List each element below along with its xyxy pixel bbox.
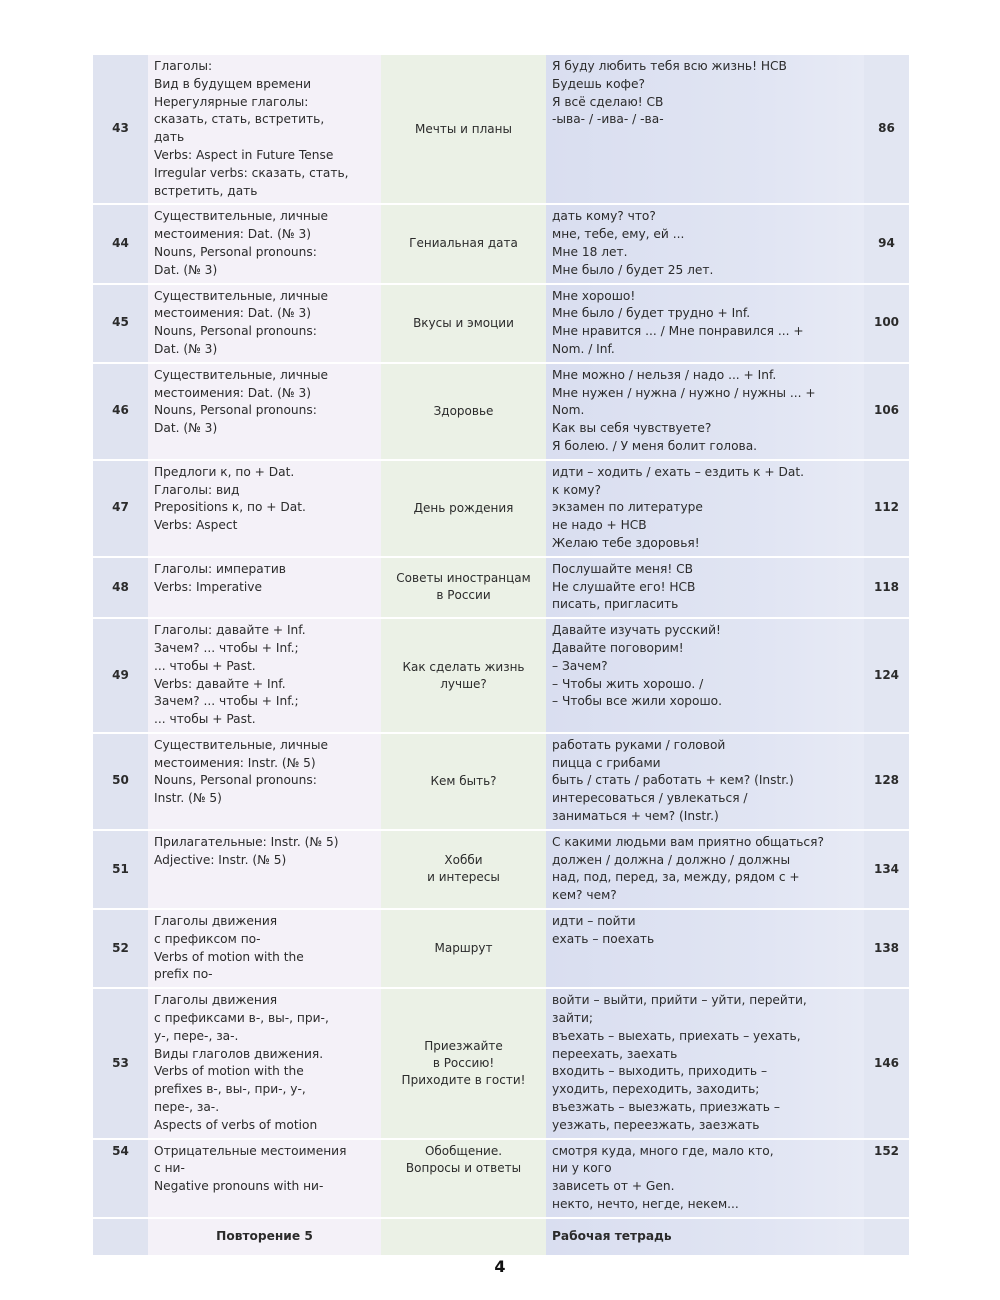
topic-cell: Мечты и планы [381,55,546,204]
lesson-row-53 [93,988,909,1138]
page-cell: 128 [864,733,909,830]
lesson-row-44 [93,204,909,283]
page-cell: 100 [864,284,909,363]
lesson-row-52 [93,909,909,988]
topic-cell: Хобби и интересы [381,830,546,909]
grammar-cell: Существительные, личные местоимения: Dat. (№ 3) Nouns, Personal pronouns: Dat. (№ 3) [148,363,381,460]
lesson-number: 46 [93,363,148,460]
topic-cell: Кем быть? [381,733,546,830]
review-number-cell [93,1218,148,1256]
grammar-cell: Существительные, личные местоимения: Dat. (№ 3) Nouns, Personal pronouns: Dat. (№ 3) [148,204,381,283]
grammar-cell: Глаголы движения с префиксом по- Verbs of motion with the prefix по- [148,909,381,988]
lesson-number: 52 [93,909,148,988]
phrases-cell: идти – пойти ехать – поехать [546,909,864,988]
phrases-cell: войти – выйти, прийти – уйти, перейти, зайти; въехать – выехать, приехать – уехать, переехать, заехать входить – выходить, приходить – уходить, переходить, заходить; въезжать – выезжать, приезжать – уезжать, переезжать, заезжать [546,988,864,1138]
grammar-cell: Предлоги к, по + Dat. Глаголы: вид Prepositions к, по + Dat. Verbs: Aspect [148,460,381,557]
page-cell: 146 [864,988,909,1138]
topic-cell: Гениальная дата [381,204,546,283]
lesson-number: 54 [93,1139,148,1218]
phrases-cell: работать руками / головой пицца с грибами быть / стать / работать + кем? (Instr.) интересоваться / увлекаться / заниматься + чем? (Instr.) [546,733,864,830]
lesson-row-50 [93,733,909,830]
contents-table-body [93,55,909,1256]
topic-cell: Как сделать жизнь лучше? [381,618,546,733]
page-cell: 106 [864,363,909,460]
page-cell: 138 [864,909,909,988]
lesson-number: 45 [93,284,148,363]
page-cell: 86 [864,55,909,204]
topic-cell: День рождения [381,460,546,557]
lesson-number: 53 [93,988,148,1138]
lesson-number: 51 [93,830,148,909]
lesson-row-54 [93,1139,909,1218]
phrases-cell: Послушайте меня! СВ Не слушайте его! НСВ писать, пригласить [546,557,864,618]
lesson-row-51 [93,830,909,909]
phrases-cell: смотря куда, много где, мало кто, ни у кого зависеть от + Gen. некто, нечто, негде, некем... [546,1139,864,1218]
contents-table [93,55,909,1257]
phrases-cell: идти – ходить / ехать – ездить к + Dat. к кому? экзамен по литературе не надо + НСВ Желаю тебе здоровья! [546,460,864,557]
phrases-cell: Мне хорошо! Мне было / будет трудно + Inf. Мне нравится ... / Мне понравился ... + Nom. / Inf. [546,284,864,363]
page-cell: 94 [864,204,909,283]
topic-cell: Здоровье [381,363,546,460]
topic-cell: Советы иностранцам в России [381,557,546,618]
topic-cell: Маршрут [381,909,546,988]
grammar-cell: Глаголы: Вид в будущем времени Нерегулярные глаголы: сказать, стать, встретить, дать Verbs: Aspect in Future Tense Irregular verbs: сказать, стать, встретить, дать [148,55,381,204]
topic-cell: Обобщение. Вопросы и ответы [381,1139,546,1218]
lesson-row-49 [93,618,909,733]
grammar-cell: Прилагательные: Instr. (№ 5) Adjective: Instr. (№ 5) [148,830,381,909]
workbook-label: Рабочая тетрадь [546,1218,864,1256]
lesson-row-45 [93,284,909,363]
lesson-number: 48 [93,557,148,618]
phrases-cell: Давайте изучать русский! Давайте поговорим! – Зачем? – Чтобы жить хорошо. / – Чтобы все жили хорошо. [546,618,864,733]
page-number: 4 [494,1257,506,1276]
review-page-cell [864,1218,909,1256]
lesson-row-47 [93,460,909,557]
lesson-row-43 [93,55,909,204]
grammar-cell: Существительные, личные местоимения: Dat. (№ 3) Nouns, Personal pronouns: Dat. (№ 3) [148,284,381,363]
lesson-number: 44 [93,204,148,283]
page-cell: 112 [864,460,909,557]
grammar-cell: Глаголы: давайте + Inf. Зачем? ... чтобы + Inf.; ... чтобы + Past. Verbs: давайте + Inf. Зачем? ... чтобы + Inf.; ... чтобы + Past. [148,618,381,733]
phrases-cell: Мне можно / нельзя / надо ... + Inf. Мне нужен / нужна / нужно / нужны ... + Nom. Как вы себя чувствуете? Я болею. / У меня болит голова. [546,363,864,460]
page-cell: 152 [864,1139,909,1218]
review-topic-cell [381,1218,546,1256]
lesson-number: 47 [93,460,148,557]
page-cell: 124 [864,618,909,733]
topic-cell: Приезжайте в Россию! Приходите в гости! [381,988,546,1138]
lesson-number: 49 [93,618,148,733]
grammar-cell: Глаголы движения с префиксами в-, вы-, при-, у-, пере-, за-. Виды глаголов движения. Verbs of motion with the prefixes в-, вы-, при-, у-, пере-, за-. Aspects of verbs of motion [148,988,381,1138]
phrases-cell: дать кому? что? мне, тебе, ему, ей ... Мне 18 лет. Мне было / будет 25 лет. [546,204,864,283]
phrases-cell: Я буду любить тебя всю жизнь! НСВ Будешь кофе? Я всё сделаю! СВ -ыва- / -ива- / -ва- [546,55,864,204]
phrases-cell: С какими людьми вам приятно общаться? должен / должна / должно / должны над, под, перед, за, между, рядом с + кем? чем? [546,830,864,909]
topic-cell: Вкусы и эмоции [381,284,546,363]
lesson-row-46 [93,363,909,460]
lesson-number: 43 [93,55,148,204]
grammar-cell: Существительные, личные местоимения: Instr. (№ 5) Nouns, Personal pronouns: Instr. (№ 5) [148,733,381,830]
review-row [93,1218,909,1256]
page-cell: 118 [864,557,909,618]
lesson-row-48 [93,557,909,618]
review-label: Повторение 5 [148,1218,381,1256]
lesson-number: 50 [93,733,148,830]
grammar-cell: Глаголы: императив Verbs: Imperative [148,557,381,618]
grammar-cell: Отрицательные местоимения с ни- Negative pronouns with ни- [148,1139,381,1218]
page-cell: 134 [864,830,909,909]
